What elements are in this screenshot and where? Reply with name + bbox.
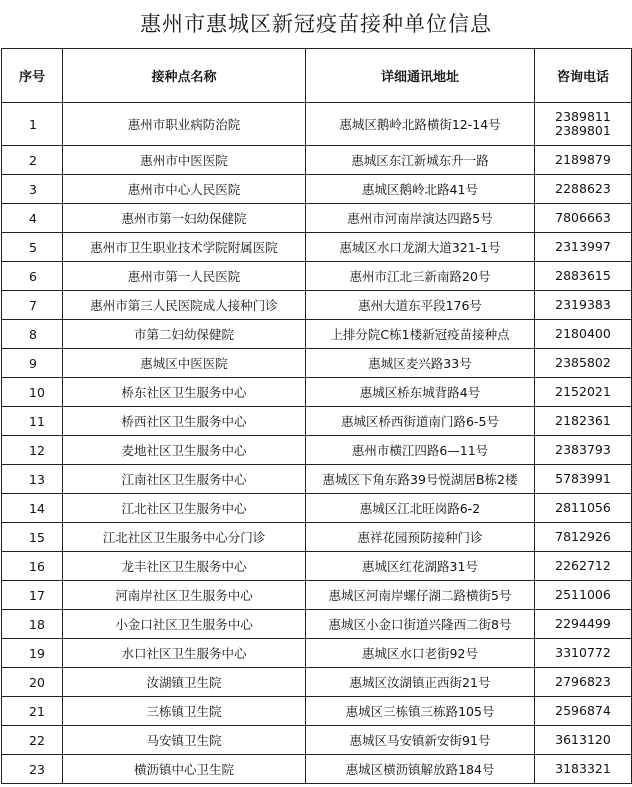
site-phone bbox=[535, 697, 632, 726]
site-name: 惠城区中医医院 bbox=[63, 349, 306, 378]
row-index: 19 bbox=[2, 639, 63, 668]
site-address: 惠城区麦兴路33号 bbox=[306, 349, 535, 378]
row-index: 16 bbox=[2, 552, 63, 581]
site-address: 惠城区三栋镇三栋路105号 bbox=[306, 697, 535, 726]
site-name: 桥西社区卫生服务中心 bbox=[63, 407, 306, 436]
row-index: 11 bbox=[2, 407, 63, 436]
table-row bbox=[2, 407, 632, 436]
page-title: 惠州市惠城区新冠疫苗接种单位信息 bbox=[140, 12, 492, 36]
table-row bbox=[2, 175, 632, 204]
row-index: 18 bbox=[2, 610, 63, 639]
phone-number: 2596874 bbox=[555, 703, 611, 718]
site-address: 惠州市江北三新南路20号 bbox=[306, 262, 535, 291]
site-name: 市第二妇幼保健院 bbox=[63, 320, 306, 349]
site-address: 上排分院C栋1楼新冠疫苗接种点 bbox=[306, 320, 535, 349]
phone-number: 5783991 bbox=[555, 471, 611, 486]
phone-number: 2389801 bbox=[555, 123, 611, 138]
site-phone bbox=[535, 610, 632, 639]
site-address: 惠城区红花湖路31号 bbox=[306, 552, 535, 581]
site-address: 惠城区横沥镇解放路184号 bbox=[306, 755, 535, 784]
site-phone bbox=[535, 465, 632, 494]
row-index: 13 bbox=[2, 465, 63, 494]
site-address: 惠城区鹅岭北路横街12-14号 bbox=[306, 103, 535, 146]
phone-number: 2389811 bbox=[555, 109, 611, 124]
row-index: 21 bbox=[2, 697, 63, 726]
site-phone bbox=[535, 726, 632, 755]
site-phone bbox=[535, 204, 632, 233]
site-phone bbox=[535, 552, 632, 581]
phone-number: 2319383 bbox=[555, 297, 611, 312]
table-row bbox=[2, 552, 632, 581]
site-phone bbox=[535, 378, 632, 407]
row-index: 3 bbox=[2, 175, 63, 204]
row-index: 22 bbox=[2, 726, 63, 755]
column-header-index: 序号 bbox=[2, 49, 63, 103]
site-phone bbox=[535, 494, 632, 523]
site-phone bbox=[535, 581, 632, 610]
site-name: 水口社区卫生服务中心 bbox=[63, 639, 306, 668]
phone-number: 2152021 bbox=[555, 384, 611, 399]
table-row bbox=[2, 726, 632, 755]
row-index: 6 bbox=[2, 262, 63, 291]
site-phone bbox=[535, 668, 632, 697]
site-phone bbox=[535, 320, 632, 349]
site-name: 惠州市第三人民医院成人接种门诊 bbox=[63, 291, 306, 320]
site-address: 惠城区小金口街道兴隆西二街8号 bbox=[306, 610, 535, 639]
row-index: 5 bbox=[2, 233, 63, 262]
row-index: 17 bbox=[2, 581, 63, 610]
site-phone bbox=[535, 175, 632, 204]
site-name: 马安镇卫生院 bbox=[63, 726, 306, 755]
table-row bbox=[2, 668, 632, 697]
site-address: 惠州市河南岸演达四路5号 bbox=[306, 204, 535, 233]
row-index: 8 bbox=[2, 320, 63, 349]
row-index: 20 bbox=[2, 668, 63, 697]
site-name: 江北社区卫生服务中心分门诊 bbox=[63, 523, 306, 552]
phone-number: 2288623 bbox=[555, 181, 611, 196]
site-phone bbox=[535, 146, 632, 175]
table-row bbox=[2, 494, 632, 523]
site-address: 惠城区鹅岭北路41号 bbox=[306, 175, 535, 204]
table-row bbox=[2, 755, 632, 784]
table-row bbox=[2, 523, 632, 552]
phone-number: 2294499 bbox=[555, 616, 611, 631]
site-phone bbox=[535, 291, 632, 320]
phone-number: 2313997 bbox=[555, 239, 611, 254]
phone-number: 2385802 bbox=[555, 355, 611, 370]
phone-number: 3613120 bbox=[555, 732, 611, 747]
site-name: 三栋镇卫生院 bbox=[63, 697, 306, 726]
row-index: 10 bbox=[2, 378, 63, 407]
row-index: 2 bbox=[2, 146, 63, 175]
table-header-row bbox=[2, 49, 632, 103]
row-index: 15 bbox=[2, 523, 63, 552]
site-address: 惠城区江北旺岗路6-2 bbox=[306, 494, 535, 523]
table-row bbox=[2, 465, 632, 494]
site-address: 惠城区水口龙湖大道321-1号 bbox=[306, 233, 535, 262]
column-header-phone: 咨询电话 bbox=[535, 49, 632, 103]
site-name: 江北社区卫生服务中心 bbox=[63, 494, 306, 523]
site-name: 汝湖镇卫生院 bbox=[63, 668, 306, 697]
row-index: 12 bbox=[2, 436, 63, 465]
site-phone bbox=[535, 755, 632, 784]
row-index: 1 bbox=[2, 103, 63, 146]
site-name: 江南社区卫生服务中心 bbox=[63, 465, 306, 494]
site-phone bbox=[535, 639, 632, 668]
site-address: 惠祥花园预防接种门诊 bbox=[306, 523, 535, 552]
column-header-name: 接种点名称 bbox=[63, 49, 306, 103]
phone-number: 2383793 bbox=[555, 442, 611, 457]
site-phone bbox=[535, 262, 632, 291]
column-header-address: 详细通讯地址 bbox=[306, 49, 535, 103]
phone-number: 2262712 bbox=[555, 558, 611, 573]
table-row bbox=[2, 581, 632, 610]
table-row bbox=[2, 103, 632, 146]
phone-number: 2182361 bbox=[555, 413, 611, 428]
site-address: 惠城区马安镇新安街91号 bbox=[306, 726, 535, 755]
site-phone bbox=[535, 407, 632, 436]
phone-number: 2189879 bbox=[555, 152, 611, 167]
site-address: 惠城区水口老街92号 bbox=[306, 639, 535, 668]
row-index: 9 bbox=[2, 349, 63, 378]
table-body bbox=[2, 103, 632, 784]
site-address: 惠城区河南岸螺仔湖二路横街5号 bbox=[306, 581, 535, 610]
phone-number: 3183321 bbox=[555, 761, 611, 776]
phone-number: 2883615 bbox=[555, 268, 611, 283]
table-row bbox=[2, 233, 632, 262]
table-row bbox=[2, 436, 632, 465]
phone-number: 2796823 bbox=[555, 674, 611, 689]
site-name: 河南岸社区卫生服务中心 bbox=[63, 581, 306, 610]
phone-number: 3310772 bbox=[555, 645, 611, 660]
table-row bbox=[2, 291, 632, 320]
site-name: 惠州市第一妇幼保健院 bbox=[63, 204, 306, 233]
site-name: 惠州市中心人民医院 bbox=[63, 175, 306, 204]
phone-number: 7812926 bbox=[555, 529, 611, 544]
table-row bbox=[2, 349, 632, 378]
site-name: 惠州市职业病防治院 bbox=[63, 103, 306, 146]
phone-number: 2511006 bbox=[555, 587, 611, 602]
site-address: 惠城区东江新城东升一路 bbox=[306, 146, 535, 175]
site-address: 惠城区桥东城背路4号 bbox=[306, 378, 535, 407]
table-row bbox=[2, 639, 632, 668]
table-row bbox=[2, 262, 632, 291]
table-row bbox=[2, 320, 632, 349]
row-index: 4 bbox=[2, 204, 63, 233]
site-name: 横沥镇中心卫生院 bbox=[63, 755, 306, 784]
site-name: 桥东社区卫生服务中心 bbox=[63, 378, 306, 407]
site-phone bbox=[535, 523, 632, 552]
site-address: 惠州市横江四路6—11号 bbox=[306, 436, 535, 465]
vaccination-sites-table bbox=[1, 48, 632, 784]
phone-number: 2180400 bbox=[555, 326, 611, 341]
phone-number: 2811056 bbox=[555, 500, 611, 515]
site-phone bbox=[535, 436, 632, 465]
site-name: 惠州市卫生职业技术学院附属医院 bbox=[63, 233, 306, 262]
table-row bbox=[2, 697, 632, 726]
site-name: 麦地社区卫生服务中心 bbox=[63, 436, 306, 465]
site-phone bbox=[535, 349, 632, 378]
table-row bbox=[2, 146, 632, 175]
table-row bbox=[2, 610, 632, 639]
phone-number: 7806663 bbox=[555, 210, 611, 225]
site-address: 惠城区桥西街道南门路6-5号 bbox=[306, 407, 535, 436]
row-index: 14 bbox=[2, 494, 63, 523]
row-index: 23 bbox=[2, 755, 63, 784]
site-name: 龙丰社区卫生服务中心 bbox=[63, 552, 306, 581]
site-address: 惠城区下角东路39号悦湖居B栋2楼 bbox=[306, 465, 535, 494]
row-index: 7 bbox=[2, 291, 63, 320]
site-phone bbox=[535, 233, 632, 262]
site-phone bbox=[535, 103, 632, 146]
table-row bbox=[2, 378, 632, 407]
site-address: 惠州大道东平段176号 bbox=[306, 291, 535, 320]
table-row bbox=[2, 204, 632, 233]
site-name: 小金口社区卫生服务中心 bbox=[63, 610, 306, 639]
site-address: 惠城区汝湖镇正西街21号 bbox=[306, 668, 535, 697]
site-name: 惠州市中医医院 bbox=[63, 146, 306, 175]
site-name: 惠州市第一人民医院 bbox=[63, 262, 306, 291]
